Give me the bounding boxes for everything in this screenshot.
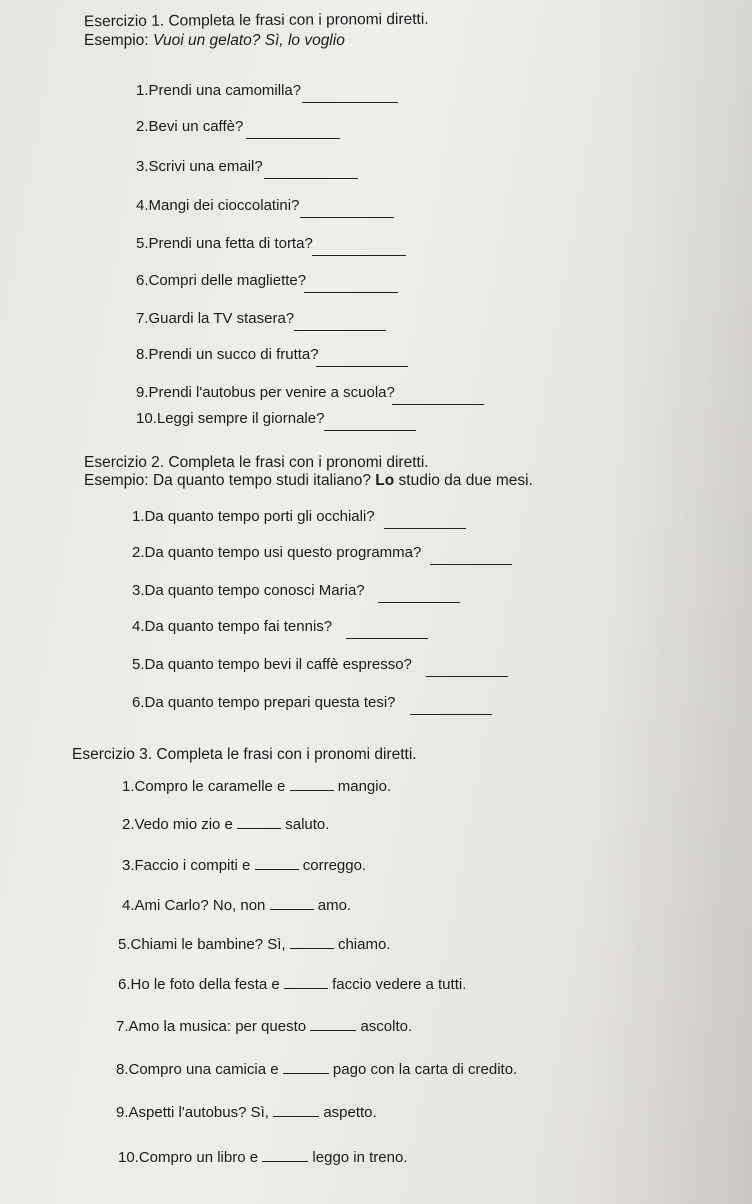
exercise-1-example [84,32,345,50]
ex3-item-8 [116,1061,517,1078]
ex1-answer-blank-5[interactable] [312,243,406,256]
exercise-2-example [84,472,533,490]
ex1-item-2 [136,118,243,135]
ex3-after: ascolto. [360,1018,413,1035]
ex1-answer-blank-3[interactable] [264,166,358,179]
ex3-answer-blank[interactable] [290,778,334,791]
ex3-after: pago con la carta di credito. [332,1061,518,1078]
ex2-item-1 [132,508,375,525]
ex3-answer-blank[interactable] [237,816,281,829]
ex3-answer-blank[interactable] [273,1104,319,1117]
ex1-answer-blank-9[interactable] [392,392,484,405]
example-text: Da quanto tempo studi italiano? [152,472,371,489]
example-text: Vuoi un gelato? Sì, lo voglio [152,32,345,49]
ex3-after: amo. [317,897,352,914]
ex1-item-5 [136,235,313,252]
ex1-item-text: 7.Guardi la TV stasera? [136,310,295,327]
ex3-item-5 [118,936,390,953]
ex1-item-9 [136,384,395,401]
ex2-answer-blank-2[interactable] [430,552,512,565]
ex3-item-2 [122,816,329,833]
ex1-item-7 [136,310,294,327]
ex3-before: 3.Faccio i compiti e [122,857,251,874]
example-label: Esempio: [84,472,149,489]
ex1-answer-blank-1[interactable] [302,90,398,103]
ex3-before: 9.Aspetti l'autobus? Sì, [116,1104,269,1121]
ex3-answer-blank[interactable] [270,897,314,910]
ex3-after: saluto. [285,816,330,833]
ex1-item-3 [136,158,263,175]
example-answer: Lo [375,472,395,489]
ex3-before: 8.Compro una camicia e [116,1061,279,1078]
ex3-after: correggo. [302,857,367,874]
ex3-item-4 [122,897,351,914]
ex1-item-4 [136,197,299,214]
ex2-item-4 [132,618,332,635]
ex2-item-2 [132,544,421,561]
ex1-answer-blank-10[interactable] [324,418,416,431]
ex2-answer-blank-4[interactable] [346,626,428,639]
ex3-after: faccio vedere a tutti. [332,976,467,993]
ex3-answer-blank[interactable] [310,1018,356,1031]
ex2-item-text: 3.Da quanto tempo conosci Maria? [132,582,365,599]
ex1-answer-blank-4[interactable] [300,205,394,218]
ex3-item-1 [122,778,391,795]
ex1-item-1 [136,82,301,99]
ex1-item-text: 10.Leggi sempre il giornale? [136,410,325,427]
ex3-after: mangio. [337,778,392,795]
ex1-item-6 [136,272,306,289]
ex3-answer-blank[interactable] [284,976,328,989]
ex2-answer-blank-1[interactable] [384,516,466,529]
ex1-answer-blank-2[interactable] [246,126,340,139]
ex1-item-text: 9.Prendi l'autobus per venire a scuola? [136,384,395,401]
ex3-answer-blank[interactable] [255,857,299,870]
ex1-item-8 [136,346,319,363]
ex3-item-6 [118,976,466,993]
exercise-3-title: Esercizio 3. Completa le frasi con i pronomi diretti. [72,746,417,763]
ex3-before: 6.Ho le foto della festa e [118,976,280,993]
ex1-item-10 [136,410,324,427]
ex2-item-text: 6.Da quanto tempo prepari questa tesi? [132,694,396,711]
ex3-before: 10.Compro un libro e [118,1149,259,1166]
ex2-item-text: 4.Da quanto tempo fai tennis? [132,618,333,635]
example-label: Esempio: [84,32,149,49]
ex3-after: chiamo. [337,936,391,953]
exercise-1-title: Esercizio 1. Completa le frasi con i pronomi diretti. [83,10,429,31]
ex3-item-10 [118,1149,408,1166]
ex3-before: 5.Chiami le bambine? Sì, [118,936,286,953]
ex3-before: 1.Compro le caramelle e [122,778,286,795]
ex3-before: 7.Amo la musica: per questo [116,1018,307,1035]
ex3-answer-blank[interactable] [262,1149,308,1162]
ex2-answer-blank-5[interactable] [426,664,508,677]
ex3-after: aspetto. [323,1104,377,1121]
ex1-item-text: 2.Bevi un caffè? [136,118,244,135]
ex1-item-text: 6.Compri delle magliette? [136,272,307,289]
ex1-answer-blank-8[interactable] [316,354,408,367]
ex1-item-text: 8.Prendi un succo di frutta? [136,346,319,363]
example-rest: studio da due mesi. [398,472,533,489]
ex3-item-3 [122,857,366,874]
ex2-item-5 [132,656,412,673]
ex2-item-3 [132,582,365,599]
ex1-item-text: 4.Mangi dei cioccolatini? [136,197,300,214]
ex2-item-text: 5.Da quanto tempo bevi il caffè espresso? [132,656,412,673]
ex3-answer-blank[interactable] [290,936,334,949]
ex2-answer-blank-6[interactable] [410,702,492,715]
ex1-answer-blank-7[interactable] [294,318,386,331]
ex1-item-text: 3.Scrivi una email? [136,158,263,175]
ex1-item-text: 5.Prendi una fetta di torta? [136,235,313,252]
ex1-answer-blank-6[interactable] [304,280,398,293]
ex3-item-9 [116,1104,377,1121]
ex3-before: 2.Vedo mio zio e [122,816,233,833]
ex1-item-text: 1.Prendi una camomilla? [136,82,302,99]
ex3-item-7 [116,1018,412,1035]
ex2-answer-blank-3[interactable] [378,590,460,603]
page-shadow [592,0,752,1204]
ex2-item-text: 1.Da quanto tempo porti gli occhiali? [132,508,375,525]
ex3-before: 4.Ami Carlo? No, non [122,897,266,914]
ex2-item-text: 2.Da quanto tempo usi questo programma? [132,544,422,561]
ex3-after: leggo in treno. [312,1149,408,1166]
ex3-answer-blank[interactable] [283,1061,329,1074]
exercise-2-title: Esercizio 2. Completa le frasi con i pronomi diretti. [84,454,429,471]
ex2-item-6 [132,694,396,711]
